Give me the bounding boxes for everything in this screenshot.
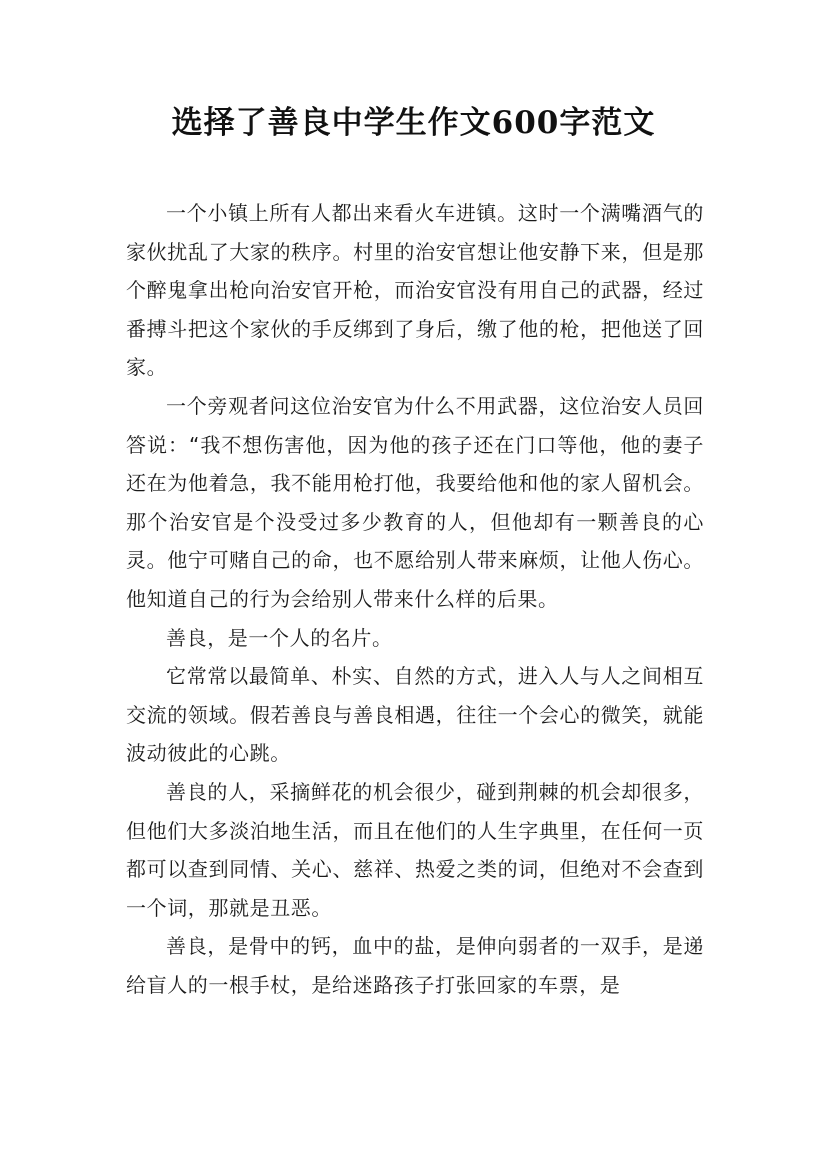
- document-title: 选择了善良中学生作文600字范文: [171, 105, 656, 141]
- paragraph: 一个小镇上所有人都出来看火车进镇。这时一个满嘴酒气的家伙扰乱了大家的秩序。村里的治安官想让他安静下来，但是那个醉鬼拿出枪向治安官开枪，而治安官没有用自己的武器，经过番搏斗把这个家伙的手反绑到了身后，缴了他的枪，把他送了回家。: [126, 201, 704, 380]
- paragraph: 善良，是一个人的名片。: [166, 625, 393, 650]
- document-body: [126, 194, 704, 1004]
- paragraph: 善良，是骨中的钙，血中的盐，是伸向弱者的一双手，是递给盲人的一根手杖，是给迷路孩子打张回家的车票，是: [126, 934, 704, 997]
- paragraph: 一个旁观者问这位治安官为什么不用武器，这位治安人员回答说：“我不想伤害他，因为他的孩子还在门口等他，他的妻子还在为他着急，我不能用枪打他，我要给他和他的家人留机会。那个治安官是个没受过多少教育的人，但他却有一颗善良的心灵。他宁可赌自己的命，也不愿给别人带来麻烦，让他人伤心。他知道自己的行为会给别人带来什么样的后果。: [126, 393, 704, 611]
- paragraph: 它常常以最简单、朴实、自然的方式，进入人与人之间相互交流的领域。假若善良与善良相遇，往往一个会心的微笑，就能波动彼此的心跳。: [126, 664, 704, 766]
- paragraph: 善良的人，采摘鲜花的机会很少，碰到荆棘的机会却很多，但他们大多淡泊地生活，而且在他们的人生字典里，在任何一页都可以查到同情、关心、慈祥、热爱之类的词，但绝对不会查到一个词，那就是丑恶。: [126, 779, 704, 920]
